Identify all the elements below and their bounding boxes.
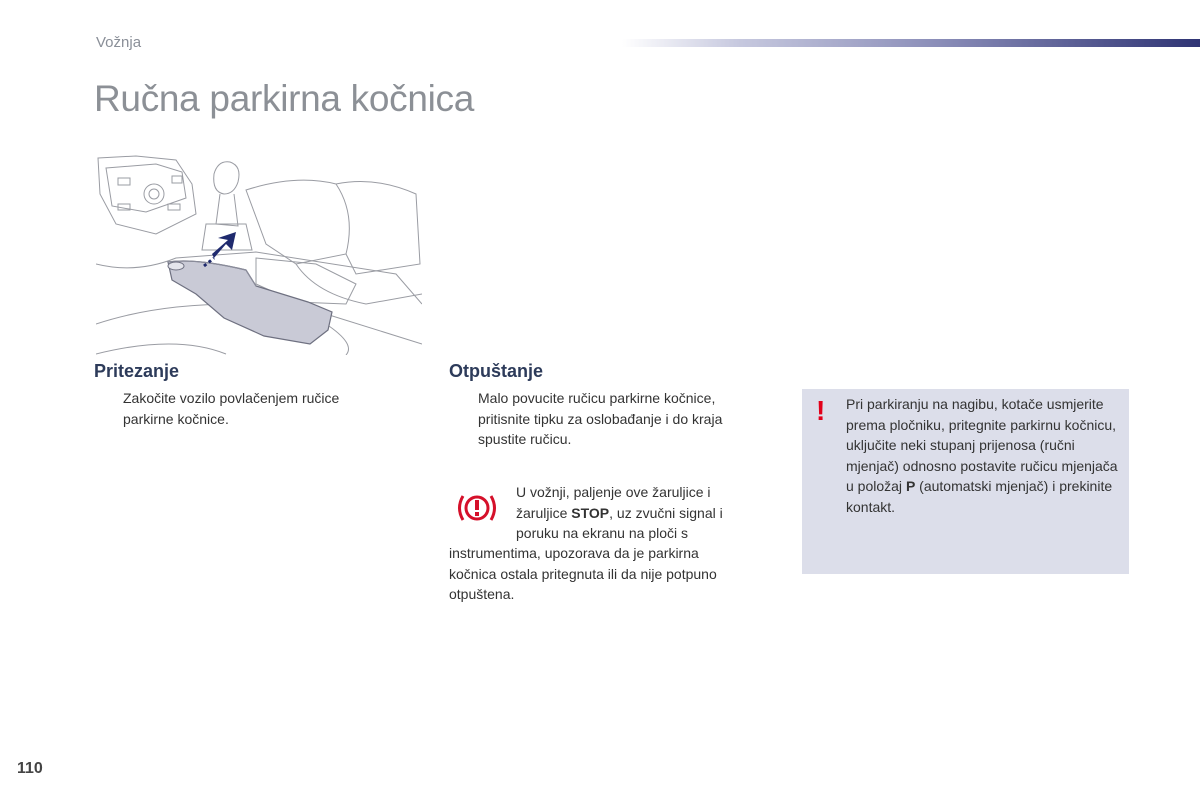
pritezanje-heading: Pritezanje: [94, 361, 180, 381]
pritezanje-text: Zakočite vozilo povlačenjem ručice parkirne kočnice.: [123, 390, 340, 427]
section-label: Vožnja: [96, 34, 142, 51]
header-gradient-bar: [622, 39, 1200, 47]
alert-part2: (automatski mjenjač) i prekinite kontakt.: [846, 478, 1113, 515]
page-title: Ručna parkirna kočnica: [94, 78, 475, 119]
page-number: 110: [17, 760, 43, 777]
handbrake-lever-illustration: [96, 154, 422, 355]
brake-warning-light-icon: [455, 491, 499, 525]
exclamation-icon: !: [816, 395, 826, 426]
handbrake-illustration: [96, 154, 422, 355]
otpustanje-heading: Otpuštanje: [449, 361, 544, 381]
pull-up-arrow-icon: [204, 232, 236, 266]
note-part1: U vožnji, paljenje ove žaruljice i žaruljice: [516, 484, 711, 521]
alert-p: P: [905, 478, 916, 494]
warning-note-top: [516, 482, 746, 544]
otpustanje-text: Malo povucite ručicu parkirne kočnice, pritisnite tipku za oslobađanje i do kraja spustite ručicu.: [478, 390, 723, 447]
pritezanje-bullet: [96, 388, 386, 429]
warning-note-rest: instrumentima, upozorava da je parkirna kočnica ostala pritegnuta ili da nije potpuno otpuštena.: [449, 545, 717, 602]
alert-box: [802, 389, 1129, 574]
note-stop: STOP: [571, 504, 610, 521]
alert-text: [846, 394, 1124, 517]
note-part2: , uz zvučni signal i poruku na ekranu na ploči s: [516, 504, 723, 541]
otpustanje-bullet: [451, 388, 753, 450]
alert-part1: Pri parkiranju na nagibu, kotače usmjerite prema pločniku, pritegnite parkirnu kočnicu, uključite neki stupanj prijenosa (ručni mjenjač) odnosno postavite ručicu mjenjača u položaj: [846, 396, 1118, 494]
